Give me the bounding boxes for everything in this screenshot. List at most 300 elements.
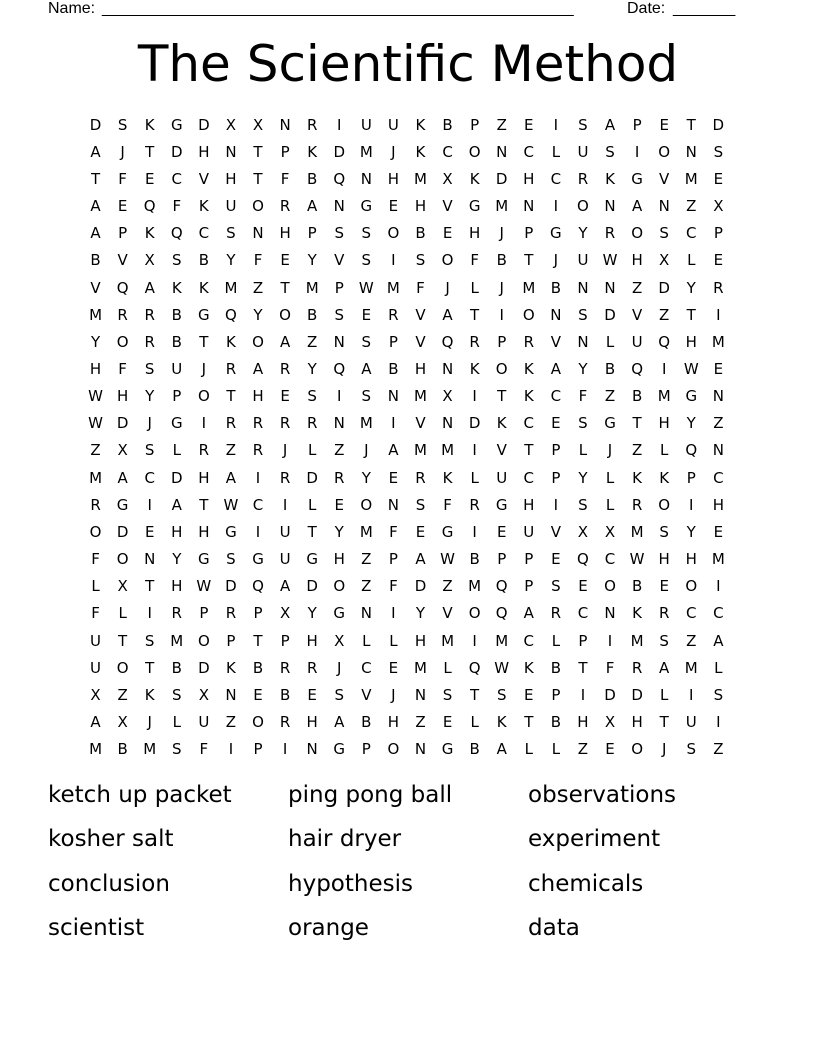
grid-letter: J <box>282 441 288 460</box>
grid-letter: V <box>198 169 209 188</box>
grid-letter: I <box>337 115 342 134</box>
grid-letter: B <box>307 169 318 188</box>
grid-letter: F <box>389 577 398 596</box>
grid-letter: I <box>201 414 207 433</box>
grid-letter: D <box>116 522 129 541</box>
grid-letter: U <box>279 522 291 541</box>
grid-letter: H <box>225 169 237 188</box>
grid-letter: G <box>116 495 129 514</box>
grid-letter: H <box>198 522 210 541</box>
grid-letter: T <box>659 713 669 732</box>
grid-letter: X <box>117 577 128 596</box>
grid-letter: G <box>604 414 616 433</box>
grid-letter: R <box>469 332 480 351</box>
grid-letter: D <box>198 115 210 134</box>
grid-letter: F <box>118 169 127 188</box>
grid-letter: R <box>279 713 291 732</box>
grid-letter: V <box>415 414 426 433</box>
grid-letter: E <box>659 115 669 134</box>
grid-letter: M <box>414 169 427 188</box>
grid-letter: J <box>391 685 396 704</box>
grid-letter: G <box>468 197 481 216</box>
grid-letter: C <box>171 169 183 188</box>
grid-letter: H <box>306 631 318 650</box>
grid-letter: B <box>171 332 182 351</box>
grid-letter: C <box>198 224 210 243</box>
grid-letter: N <box>360 604 372 623</box>
grid-letter: U <box>685 713 697 732</box>
grid-letter: Y <box>172 550 182 569</box>
grid-letter: C <box>523 142 535 161</box>
grid-letter: Z <box>577 740 589 759</box>
grid-letter: N <box>414 740 427 759</box>
grid-letter: L <box>443 658 452 677</box>
grid-letter: M <box>441 441 455 460</box>
grid-letter: G <box>360 197 373 216</box>
grid-letter: C <box>523 631 535 650</box>
grid-letter: X <box>442 169 453 188</box>
grid-letter: J <box>445 278 450 297</box>
word-bank-item: ping pong ball <box>288 782 453 808</box>
grid-letter: E <box>253 685 263 704</box>
grid-letter: R <box>225 359 237 378</box>
grid-letter: I <box>553 115 559 134</box>
grid-letter: M <box>359 414 373 433</box>
grid-letter: T <box>199 495 209 514</box>
grid-letter: H <box>523 169 535 188</box>
grid-letter: A <box>279 577 291 596</box>
grid-letter: I <box>472 522 477 541</box>
grid-letter: V <box>631 305 643 324</box>
grid-letter: R <box>279 414 291 433</box>
word-bank-item: data <box>528 914 580 941</box>
grid-letter: A <box>361 359 372 378</box>
grid-letter: O <box>441 251 454 270</box>
grid-letter: S <box>361 332 372 351</box>
grid-letter: V <box>334 251 345 270</box>
grid-letter: S <box>659 224 669 243</box>
grid-letter: Z <box>604 387 616 406</box>
grid-letter: E <box>388 468 399 487</box>
grid-letter: Z <box>334 441 345 460</box>
grid-letter: M <box>170 631 184 650</box>
grid-letter: O <box>658 142 671 161</box>
grid-letter: N <box>685 142 697 161</box>
grid-letter: C <box>713 604 724 623</box>
grid-letter: S <box>415 495 426 514</box>
grid-letter: S <box>442 685 453 704</box>
grid-letter: B <box>469 550 480 569</box>
grid-letter: S <box>172 251 182 270</box>
grid-letter: Y <box>307 604 317 623</box>
word-bank-item: hair dryer <box>288 826 402 853</box>
grid-letter: N <box>387 495 400 514</box>
word-bank-item: orange <box>288 914 369 941</box>
grid-letter: P <box>713 224 723 243</box>
grid-letter: C <box>604 550 616 569</box>
grid-letter: W <box>88 387 103 406</box>
grid-letter: T <box>524 251 534 270</box>
grid-letter: V <box>117 251 128 270</box>
grid-letter: K <box>523 387 534 406</box>
grid-letter: M <box>495 197 509 216</box>
grid-letter: O <box>495 359 508 378</box>
grid-letter: V <box>415 332 426 351</box>
grid-letter: Q <box>468 658 481 677</box>
grid-letter: S <box>686 740 697 759</box>
grid-letter: Y <box>145 387 155 406</box>
grid-letter: C <box>361 658 372 677</box>
grid-letter: V <box>550 522 561 541</box>
grid-letter: B <box>496 251 507 270</box>
grid-letter: B <box>604 359 616 378</box>
grid-letter: P <box>280 631 290 650</box>
grid-letter: Q <box>252 577 264 596</box>
grid-letter: K <box>469 359 480 378</box>
grid-letter: X <box>90 685 101 704</box>
grid-letter: R <box>631 495 643 514</box>
grid-letter: O <box>279 305 291 324</box>
grid-letter: R <box>388 305 399 324</box>
grid-letter: S <box>172 685 182 704</box>
grid-letter: N <box>712 387 724 406</box>
grid-letter: L <box>470 468 479 487</box>
grid-letter: I <box>472 631 477 650</box>
grid-letter: L <box>91 577 100 596</box>
grid-letter: E <box>117 197 128 216</box>
grid-letter: I <box>147 604 152 623</box>
header-line <box>48 0 748 19</box>
grid-letter: I <box>689 685 694 704</box>
grid-letter: C <box>252 495 264 514</box>
grid-letter: B <box>90 251 101 270</box>
grid-letter: G <box>198 305 210 324</box>
grid-letter: Q <box>441 332 454 351</box>
word-bank-item: scientist <box>48 914 145 941</box>
grid-letter: C <box>550 169 562 188</box>
grid-letter: N <box>279 115 291 134</box>
grid-letter: H <box>171 522 183 541</box>
grid-letter: M <box>441 631 455 650</box>
grid-letter: P <box>497 550 507 569</box>
grid-letter: E <box>388 658 399 677</box>
grid-letter: H <box>658 414 670 433</box>
grid-letter: K <box>226 658 236 677</box>
grid-letter: Y <box>90 332 101 351</box>
grid-letter: H <box>712 495 724 514</box>
grid-letter: K <box>144 224 155 243</box>
grid-letter: T <box>253 142 263 161</box>
grid-letter: S <box>659 522 669 541</box>
grid-letter: I <box>553 197 559 216</box>
grid-letter: E <box>578 577 588 596</box>
grid-letter: C <box>144 468 155 487</box>
grid-letter: N <box>333 414 345 433</box>
grid-letter: Y <box>307 359 317 378</box>
grid-letter: T <box>686 115 696 134</box>
grid-letter: K <box>523 658 534 677</box>
grid-letter: G <box>441 522 454 541</box>
grid-letter: S <box>578 115 588 134</box>
grid-letter: O <box>387 740 400 759</box>
grid-letter: O <box>685 577 698 596</box>
grid-letter: S <box>334 685 344 704</box>
grid-letter: P <box>226 631 236 650</box>
grid-letter: G <box>685 387 698 406</box>
grid-letter: A <box>442 305 453 324</box>
word-bank-item: hypothesis <box>288 870 413 897</box>
grid-letter: R <box>144 305 155 324</box>
grid-letter: G <box>495 495 508 514</box>
grid-letter: D <box>116 414 129 433</box>
grid-letter: R <box>279 197 291 216</box>
grid-letter: P <box>551 441 561 460</box>
grid-letter: B <box>198 251 209 270</box>
grid-letter: Y <box>253 305 263 324</box>
name-label: Name: <box>48 0 96 17</box>
grid-letter: S <box>578 495 588 514</box>
grid-letter: J <box>499 278 504 297</box>
grid-letter: U <box>523 522 535 541</box>
grid-letter: L <box>470 713 479 732</box>
grid-letter: O <box>387 224 400 243</box>
grid-letter: F <box>91 550 100 569</box>
grid-letter: G <box>631 169 643 188</box>
grid-letter: V <box>442 197 453 216</box>
grid-letter: T <box>253 169 263 188</box>
grid-letter: N <box>496 142 508 161</box>
grid-letter: J <box>147 713 152 732</box>
grid-letter: P <box>280 142 290 161</box>
grid-letter: L <box>660 441 669 460</box>
word-bank <box>48 778 768 955</box>
grid-letter: T <box>632 414 642 433</box>
grid-letter: E <box>713 251 724 270</box>
grid-letter: M <box>684 169 698 188</box>
grid-letter: P <box>172 387 182 406</box>
grid-letter: S <box>415 251 426 270</box>
grid-letter: L <box>389 631 398 650</box>
grid-letter: N <box>577 278 589 297</box>
grid-letter: P <box>388 332 398 351</box>
grid-letter: M <box>89 305 103 324</box>
grid-letter: W <box>440 550 455 569</box>
grid-letter: Z <box>252 278 264 297</box>
grid-letter: A <box>604 115 616 134</box>
grid-letter: Z <box>307 332 318 351</box>
grid-letter: D <box>631 685 643 704</box>
grid-letter: X <box>252 115 264 134</box>
grid-letter: I <box>607 631 613 650</box>
letter-grid <box>82 111 734 763</box>
grid-letter: J <box>120 142 125 161</box>
grid-letter: N <box>604 278 616 297</box>
grid-letter: Q <box>170 224 183 243</box>
grid-letter: A <box>90 197 101 216</box>
grid-letter: K <box>496 713 507 732</box>
grid-letter: E <box>496 522 507 541</box>
grid-letter: B <box>117 740 128 759</box>
grid-letter: L <box>307 495 317 514</box>
grid-letter: N <box>225 142 237 161</box>
grid-letter: J <box>391 142 396 161</box>
grid-letter: B <box>307 305 318 324</box>
grid-letter: L <box>605 468 615 487</box>
grid-letter: T <box>145 142 155 161</box>
grid-letter: L <box>605 332 615 351</box>
grid-letter: C <box>686 224 697 243</box>
grid-letter: D <box>712 115 725 134</box>
grid-letter: R <box>252 441 264 460</box>
grid-letter: E <box>659 577 669 596</box>
word-bank-item: observations <box>528 782 677 808</box>
grid-letter: Z <box>361 550 372 569</box>
grid-letter: Y <box>334 522 344 541</box>
grid-letter: H <box>387 169 400 188</box>
grid-letter: B <box>550 278 562 297</box>
grid-letter: T <box>145 577 155 596</box>
grid-letter: K <box>307 142 318 161</box>
grid-letter: Z <box>496 115 507 134</box>
grid-letter: J <box>201 359 207 378</box>
grid-letter: O <box>333 577 346 596</box>
grid-letter: B <box>469 740 480 759</box>
grid-letter: R <box>523 332 534 351</box>
grid-letter: Y <box>686 414 696 433</box>
grid-letter: G <box>170 115 183 134</box>
grid-letter: H <box>658 550 670 569</box>
grid-letter: I <box>661 359 667 378</box>
grid-letter: A <box>523 604 534 623</box>
grid-letter: M <box>522 278 536 297</box>
grid-letter: M <box>359 142 373 161</box>
grid-letter: R <box>306 414 318 433</box>
grid-letter: I <box>580 685 586 704</box>
grid-letter: N <box>712 441 724 460</box>
grid-letter: Z <box>686 631 697 650</box>
grid-letter: G <box>441 740 454 759</box>
grid-letter: R <box>577 169 589 188</box>
grid-letter: P <box>307 224 317 243</box>
grid-letter: C <box>550 387 562 406</box>
grid-letter: V <box>415 305 426 324</box>
grid-letter: M <box>630 522 644 541</box>
grid-letter: U <box>171 359 183 378</box>
grid-letter: K <box>415 115 426 134</box>
grid-letter: H <box>414 359 427 378</box>
grid-letter: I <box>472 441 477 460</box>
grid-letter: O <box>604 577 616 596</box>
grid-letter: Y <box>686 522 696 541</box>
grid-letter: Y <box>226 251 236 270</box>
grid-letter: I <box>391 251 396 270</box>
grid-letter: D <box>225 577 237 596</box>
grid-letter: N <box>144 550 156 569</box>
grid-letter: D <box>198 658 210 677</box>
grid-letter: J <box>337 658 342 677</box>
grid-letter: L <box>307 441 317 460</box>
grid-letter: V <box>361 685 372 704</box>
grid-letter: O <box>116 332 129 351</box>
grid-letter: K <box>659 468 670 487</box>
grid-letter: A <box>334 713 345 732</box>
grid-letter: Y <box>578 224 588 243</box>
grid-letter: M <box>386 278 400 297</box>
grid-letter: X <box>117 713 128 732</box>
grid-letter: Q <box>116 278 129 297</box>
grid-letter: V <box>659 169 670 188</box>
grid-letter: S <box>144 359 155 378</box>
grid-letter: F <box>416 278 425 297</box>
grid-letter: X <box>577 522 589 541</box>
grid-letter: A <box>117 468 128 487</box>
grid-letter: R <box>117 305 128 324</box>
grid-letter: T <box>470 305 480 324</box>
grid-letter: S <box>361 251 372 270</box>
grid-letter: K <box>198 197 209 216</box>
grid-letter: Z <box>361 577 372 596</box>
grid-letter: X <box>604 713 616 732</box>
grid-letter: S <box>172 740 182 759</box>
word-bank-item: chemicals <box>528 870 644 897</box>
grid-letter: Z <box>631 441 643 460</box>
grid-letter: S <box>144 441 155 460</box>
grid-letter: T <box>226 387 236 406</box>
grid-letter: U <box>631 332 643 351</box>
word-bank-item: kosher salt <box>48 826 174 853</box>
grid-letter: W <box>88 414 103 433</box>
grid-letter: T <box>497 387 507 406</box>
grid-letter: S <box>605 142 615 161</box>
grid-letter: M <box>224 278 238 297</box>
grid-letter: R <box>279 658 291 677</box>
grid-letter: A <box>415 550 426 569</box>
grid-letter: P <box>686 468 696 487</box>
grid-letter: A <box>388 441 399 460</box>
grid-letter: I <box>147 495 152 514</box>
grid-letter: E <box>307 685 317 704</box>
grid-letter: T <box>578 658 588 677</box>
grid-letter: B <box>631 577 643 596</box>
grid-letter: K <box>226 332 236 351</box>
grid-letter: E <box>144 522 155 541</box>
grid-letter: S <box>551 577 561 596</box>
grid-letter: E <box>713 359 724 378</box>
grid-letter: H <box>252 387 264 406</box>
grid-letter: U <box>198 713 210 732</box>
grid-letter: O <box>577 197 589 216</box>
grid-letter: W <box>196 577 212 596</box>
grid-letter: E <box>388 197 399 216</box>
grid-letter: X <box>442 387 453 406</box>
grid-letter: X <box>334 631 345 650</box>
grid-letter: D <box>170 468 183 487</box>
grid-letter: O <box>522 305 535 324</box>
grid-letter: E <box>524 115 534 134</box>
grid-letter: I <box>634 142 640 161</box>
grid-letter: E <box>524 685 534 704</box>
grid-letter: Z <box>442 577 453 596</box>
grid-letter: O <box>631 740 643 759</box>
grid-letter: G <box>170 414 183 433</box>
grid-letter: X <box>198 685 209 704</box>
grid-letter: X <box>144 251 155 270</box>
grid-letter: V <box>90 278 101 297</box>
grid-letter: G <box>550 224 562 243</box>
grid-letter: C <box>442 142 453 161</box>
grid-letter: D <box>306 468 318 487</box>
grid-letter: I <box>337 387 342 406</box>
